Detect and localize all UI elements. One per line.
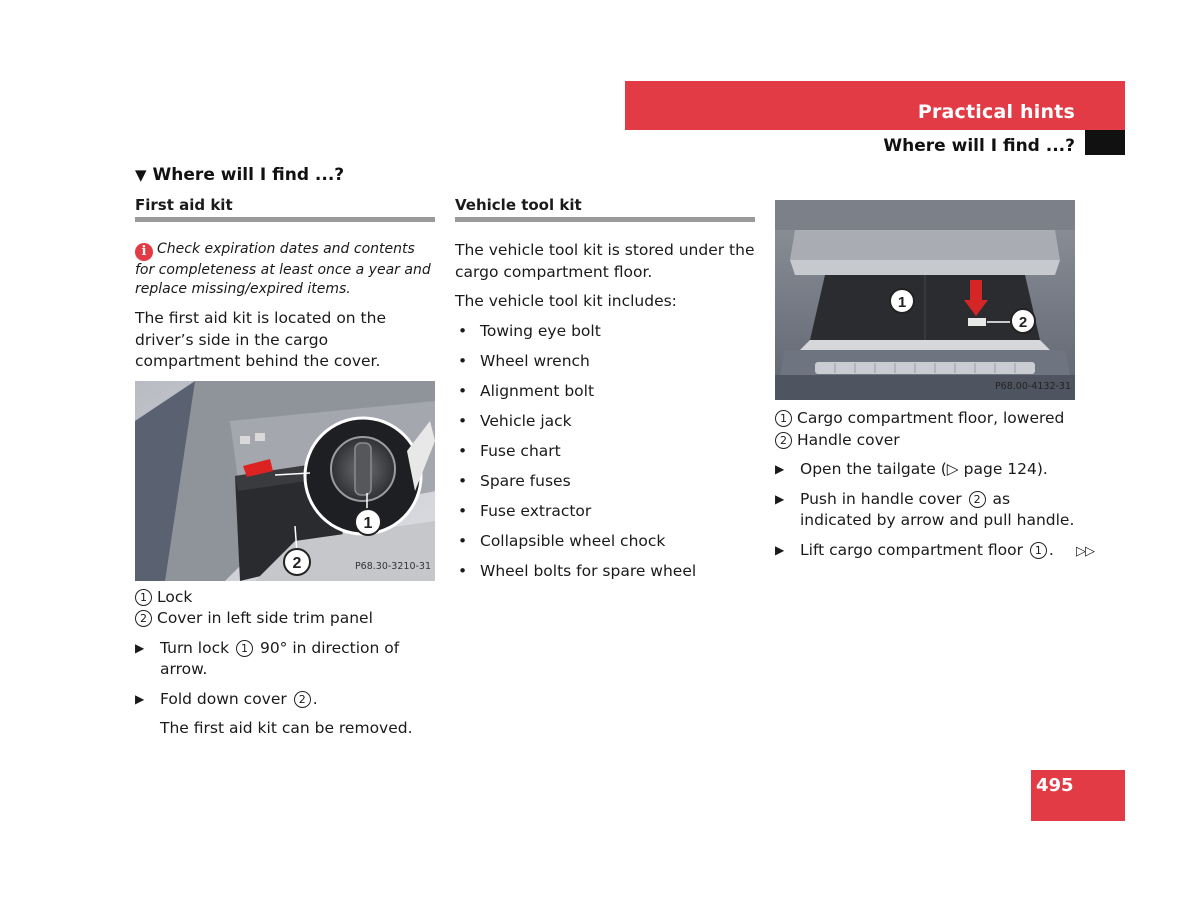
callout-2 (1011, 309, 1035, 333)
triangle-down-icon: ▼ (135, 166, 147, 184)
step-arrow-icon: ▶ (775, 542, 785, 557)
instruction-step: ▶ Fold down cover 2 . (135, 689, 435, 711)
svg-text:1: 1 (363, 514, 373, 532)
list-item: • Wheel wrench (458, 351, 590, 370)
legend-item: 2 Handle cover (775, 430, 1075, 452)
legend-item: 1 Lock (135, 587, 435, 609)
list-item: • Fuse extractor (458, 501, 592, 520)
first-aid-body: The first aid kit is located on the driver’s side in the cargo compartment behind the cover. (135, 309, 386, 370)
section-title: Where will I find ...? (883, 136, 1075, 156)
step-result: The first aid kit can be removed. (160, 719, 413, 737)
figure-code: P68.00-4132-31 (994, 380, 1071, 392)
svg-text:2: 2 (292, 554, 302, 572)
first-aid-heading: First aid kit (135, 196, 233, 214)
first-aid-column (135, 195, 435, 740)
cargo-side-panel-illustration (135, 381, 435, 581)
tool-kit-body: The vehicle tool kit is stored under the cargo compartment floor. (455, 241, 755, 281)
list-item: • Collapsible wheel chock (458, 531, 666, 550)
heading-rule (135, 217, 435, 222)
cargo-floor-illustration (775, 200, 1075, 400)
main-heading (135, 165, 344, 185)
svg-text:1: 1 (897, 294, 907, 311)
callout-1 (890, 289, 914, 313)
first-aid-figure (135, 381, 435, 581)
instruction-step: ▶ Turn lock 1 90° in direction of arrow. (135, 638, 400, 678)
instruction-step: ▶ Lift cargo compartment floor 1 . (775, 540, 1075, 562)
list-item: • Towing eye bolt (458, 321, 601, 340)
cargo-floor-figure (775, 200, 1075, 400)
info-note (135, 240, 435, 299)
tool-kit-heading: Vehicle tool kit (455, 196, 582, 214)
instruction-step: ▶ Open the tailgate (▷ page 124). (775, 459, 1075, 481)
step-arrow-icon: ▶ (135, 691, 145, 706)
list-item: • Vehicle jack (458, 411, 572, 430)
page-number: 495 (1036, 775, 1074, 796)
step-arrow-icon: ▶ (775, 491, 785, 506)
heading-rule (455, 217, 755, 222)
legend-item: 2 Cover in left side trim panel (135, 608, 435, 630)
info-icon: i (135, 243, 153, 261)
chapter-title: Practical hints (917, 101, 1075, 123)
figure-code: P68.30-3210-31 (354, 561, 431, 572)
list-item: • Spare fuses (458, 471, 571, 490)
tool-kit-column (455, 195, 755, 591)
info-note-text: Check expiration dates and contents for completeness at least once a year and replace missing/expired items. (135, 241, 431, 297)
continue-icon: ▷▷ (1076, 544, 1094, 559)
svg-text:2: 2 (1018, 314, 1028, 331)
cargo-floor-column (775, 200, 1075, 561)
instruction-step: ▶ Push in handle cover 2 as indicated by arrow and pull handle. (775, 489, 1075, 529)
tool-kit-includes: The vehicle tool kit includes: (455, 292, 677, 310)
list-item: • Alignment bolt (458, 381, 595, 400)
callout-1 (355, 509, 381, 535)
tool-kit-list (455, 321, 755, 583)
section-tab (1085, 130, 1125, 155)
legend-item: 1 Cargo compartment floor, lowered (775, 408, 1075, 430)
list-item: • Wheel bolts for spare wheel (458, 561, 697, 580)
main-heading-text: Where will I find ...? (152, 165, 345, 185)
callout-2 (284, 549, 310, 575)
step-arrow-icon: ▶ (775, 462, 785, 476)
step-arrow-icon: ▶ (135, 640, 145, 655)
list-item: • Fuse chart (458, 441, 561, 460)
